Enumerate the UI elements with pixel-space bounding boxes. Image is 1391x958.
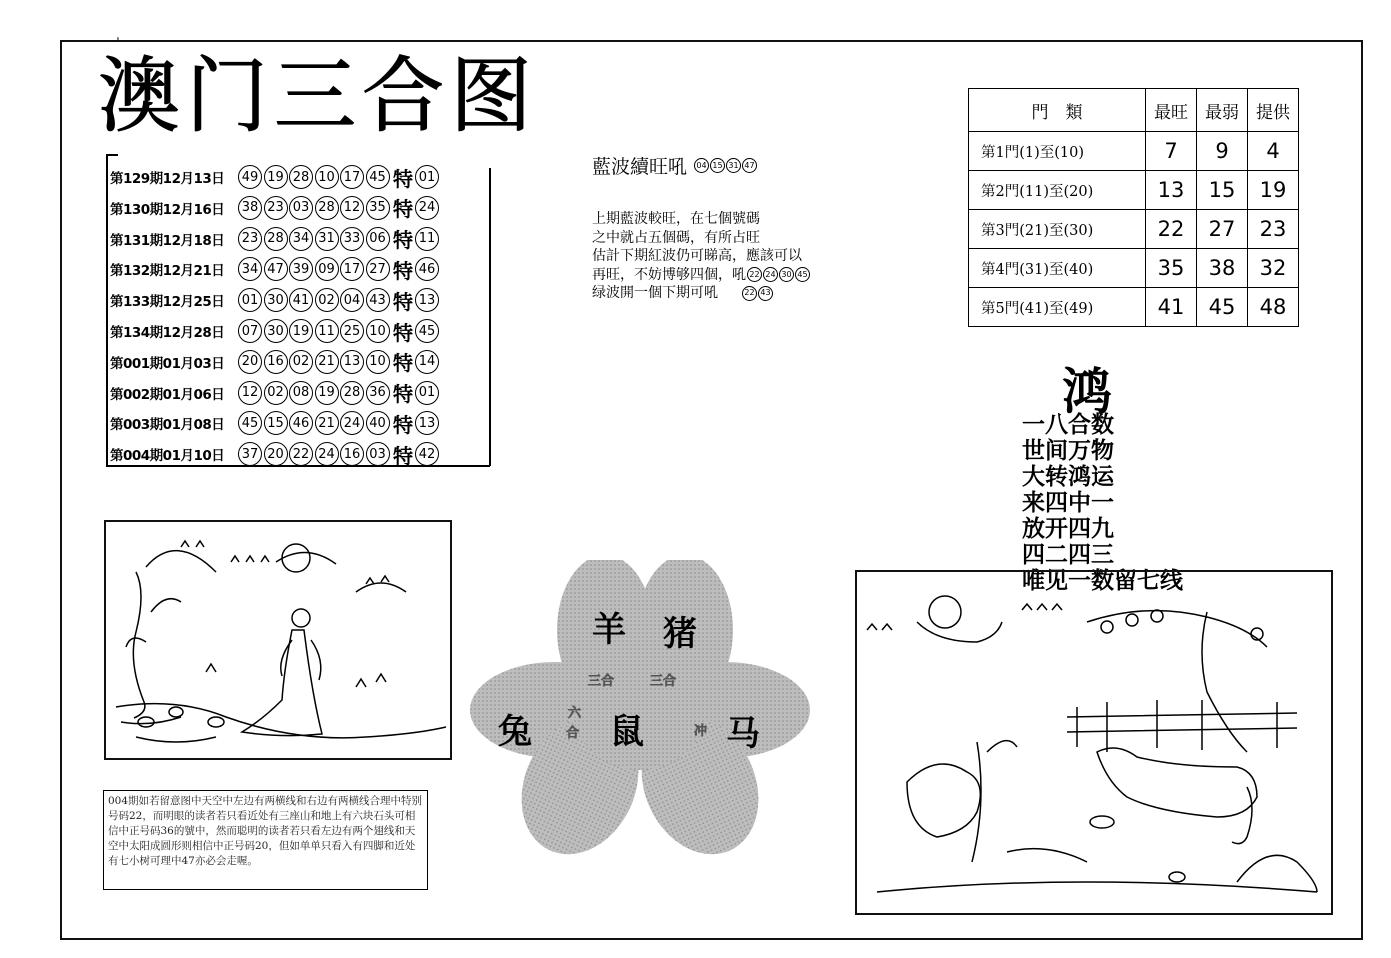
wave-line [592, 229, 892, 248]
number-ball: 36 [366, 381, 390, 405]
number-ball: 37 [238, 442, 262, 466]
number-ball: 24 [340, 411, 364, 435]
draw-label: 第003期01月08日 [110, 417, 225, 434]
draw-row [110, 347, 441, 377]
table-header-cell: 門 類 [969, 89, 1146, 132]
wave-ball: 30 [779, 267, 794, 282]
special-label: 特 [393, 412, 413, 437]
number-ball: 02 [315, 288, 339, 312]
verse-line: 一八合数 [1022, 412, 1114, 438]
special-ball: 01 [415, 381, 439, 405]
special-label: 特 [393, 197, 413, 222]
number-ball: 40 [366, 411, 390, 435]
number-ball: 45 [366, 165, 390, 189]
page-title: 澳门三合图 [98, 49, 539, 144]
number-ball: 09 [315, 257, 339, 281]
number-ball: 35 [366, 196, 390, 220]
special-ball: 13 [415, 411, 439, 435]
draw-label: 第129期12月13日 [110, 171, 225, 187]
door-max: 41 [1146, 288, 1197, 327]
table-row [969, 210, 1299, 249]
number-ball: 39 [289, 257, 313, 281]
number-ball: 07 [238, 319, 262, 343]
special-ball: 46 [415, 257, 439, 281]
special-ball: 45 [415, 319, 439, 343]
number-ball: 31 [315, 227, 339, 251]
draw-row [110, 285, 441, 315]
draw-label: 第132期12月21日 [110, 263, 225, 280]
table-row [969, 249, 1299, 288]
number-ball: 43 [366, 288, 390, 312]
number-ball: 11 [315, 319, 339, 343]
wave-line-text: 上期藍波較旺，在七個號碼 [592, 211, 760, 227]
number-ball: 04 [340, 288, 364, 312]
draw-row [110, 224, 441, 254]
verse-lines [1022, 412, 1183, 594]
number-ball: 16 [264, 350, 288, 374]
number-ball: 16 [340, 442, 364, 466]
door-category: 第4門(31)至(40) [969, 249, 1146, 288]
results-list [104, 154, 488, 467]
draw-row [110, 162, 441, 192]
table-header-cell: 提供 [1248, 89, 1299, 132]
special-label: 特 [393, 351, 413, 376]
number-ball: 20 [264, 442, 288, 466]
flower-tag-right-top: 三合 [650, 674, 677, 689]
draw-row [110, 316, 441, 346]
wave-ball: 04 [694, 158, 709, 173]
number-ball: 19 [315, 381, 339, 405]
flower-tag-left-a: 六 [568, 706, 582, 721]
draw-row [110, 408, 441, 438]
number-ball: 45 [238, 411, 262, 435]
number-ball: 10 [366, 319, 390, 343]
number-ball: 17 [340, 165, 364, 189]
draw-row [110, 378, 441, 408]
number-ball: 10 [366, 350, 390, 374]
wave-line [592, 247, 892, 266]
landscape-lady-picture [104, 520, 452, 760]
flower-tag-left-b: 合 [566, 726, 580, 741]
wave-line-text: 估計下期紅波仍可睇高，應該可以 [592, 248, 802, 264]
wave-heading-text: 藍波續旺吼 [592, 156, 688, 178]
wave-ball: 22 [742, 286, 757, 301]
special-label: 特 [393, 289, 413, 314]
verse-line: 来四中一 [1022, 490, 1114, 516]
wave-paragraph [592, 210, 892, 303]
number-ball: 12 [238, 381, 262, 405]
flower-tag-right: 冲 [694, 724, 708, 739]
special-ball: 13 [415, 288, 439, 312]
flower-center: 鼠 [610, 712, 644, 752]
draw-row [110, 193, 441, 223]
wave-line-text: 之中就占五個碼，有所占旺 [592, 229, 760, 246]
verse-line: 唯见一数留七线 [1022, 568, 1183, 594]
special-ball: 14 [415, 350, 439, 374]
door-provide: 23 [1248, 210, 1299, 249]
draw-row [110, 439, 441, 469]
draw-row [110, 254, 441, 284]
table-row [969, 288, 1299, 327]
wave-heading-balls [693, 158, 757, 173]
number-ball: 08 [289, 381, 313, 405]
number-ball: 10 [315, 165, 339, 189]
verse-line: 世间万物 [1022, 438, 1114, 464]
number-ball: 46 [289, 411, 313, 435]
wave-ball: 15 [710, 158, 725, 173]
verse-line: 大转鸿运 [1022, 464, 1114, 490]
number-ball: 28 [264, 227, 288, 251]
door-category: 第2門(11)至(20) [969, 171, 1146, 210]
wave-ball: 31 [726, 158, 741, 173]
number-ball: 24 [315, 442, 339, 466]
special-ball: 42 [415, 442, 439, 466]
door-max: 7 [1146, 132, 1197, 171]
door-provide: 48 [1248, 288, 1299, 327]
number-ball: 12 [340, 196, 364, 220]
draw-label: 第004期01月10日 [110, 448, 225, 465]
door-provide: 4 [1248, 132, 1299, 171]
wave-ball: 45 [795, 267, 810, 282]
zodiac-flower [470, 560, 810, 860]
number-ball: 23 [264, 196, 288, 220]
number-ball: 34 [238, 257, 262, 281]
number-ball: 49 [238, 165, 262, 189]
draw-label: 第134期12月28日 [110, 325, 225, 341]
draw-label: 第133期12月25日 [110, 294, 225, 311]
number-ball: 17 [340, 257, 364, 281]
flower-top-left: 羊 [592, 610, 626, 650]
wave-line-text: 再旺，不妨博够四個，吼 [592, 266, 746, 283]
special-label: 特 [393, 320, 413, 345]
number-ball: 34 [289, 227, 313, 251]
wave-line-text: 绿波開一個下期可吼 [592, 285, 718, 301]
flower-tag-left-top: 三合 [588, 674, 615, 689]
special-label: 特 [393, 258, 413, 283]
door-min: 9 [1197, 132, 1248, 171]
draw-label: 第130期12月16日 [110, 201, 225, 218]
number-ball: 47 [264, 257, 288, 281]
number-ball: 27 [366, 257, 390, 281]
wave-line [592, 210, 892, 229]
door-provide: 32 [1248, 249, 1299, 288]
verse-title: 鸿 [1062, 362, 1112, 421]
table-row [969, 132, 1299, 171]
door-min: 45 [1197, 288, 1248, 327]
draw-label: 第131期12月18日 [110, 232, 225, 249]
special-label: 特 [393, 228, 413, 253]
special-ball: 11 [415, 227, 439, 251]
special-ball: 24 [415, 196, 439, 220]
special-label: 特 [393, 166, 413, 191]
number-ball: 20 [238, 350, 262, 374]
wave-heading [592, 152, 757, 179]
wave-ball: 24 [763, 267, 778, 282]
special-label: 特 [393, 443, 413, 468]
door-max: 13 [1146, 171, 1197, 210]
door-category: 第1門(1)至(10) [969, 132, 1146, 171]
draw-label: 第002期01月06日 [110, 386, 225, 403]
number-ball: 28 [289, 165, 313, 189]
flower-left: 兔 [498, 712, 532, 752]
number-ball: 19 [264, 165, 288, 189]
door-min: 38 [1197, 249, 1248, 288]
number-ball: 21 [315, 411, 339, 435]
door-table [968, 88, 1299, 327]
door-category: 第5門(41)至(49) [969, 288, 1146, 327]
number-ball: 13 [340, 350, 364, 374]
number-ball: 01 [238, 288, 262, 312]
wave-ball: 47 [742, 158, 757, 173]
number-ball: 02 [264, 381, 288, 405]
wave-ball: 22 [747, 267, 762, 282]
number-ball: 25 [340, 319, 364, 343]
number-ball: 22 [289, 442, 313, 466]
corner-mark: ˈ [116, 36, 120, 52]
special-ball: 01 [415, 165, 439, 189]
door-max: 22 [1146, 210, 1197, 249]
wave-line [592, 266, 892, 285]
number-ball: 38 [238, 196, 262, 220]
number-ball: 23 [238, 227, 262, 251]
verse-line: 四二四三 [1022, 542, 1114, 568]
table-header-cell: 最旺 [1146, 89, 1197, 132]
number-ball: 21 [315, 350, 339, 374]
draw-label: 第001期01月03日 [110, 355, 225, 372]
door-min: 15 [1197, 171, 1248, 210]
number-ball: 28 [340, 381, 364, 405]
door-category: 第3門(21)至(30) [969, 210, 1146, 249]
table-row [969, 171, 1299, 210]
special-label: 特 [393, 382, 413, 407]
table-header-cell: 最弱 [1197, 89, 1248, 132]
number-ball: 06 [366, 227, 390, 251]
flower-top-right: 猪 [663, 614, 697, 654]
number-ball: 19 [289, 319, 313, 343]
number-ball: 03 [366, 442, 390, 466]
wave-ball: 43 [758, 286, 773, 301]
ox-tree-picture [855, 570, 1333, 915]
number-ball: 33 [340, 227, 364, 251]
number-ball: 15 [264, 411, 288, 435]
number-ball: 03 [289, 196, 313, 220]
number-ball: 30 [264, 319, 288, 343]
number-ball: 02 [289, 350, 313, 374]
door-min: 27 [1197, 210, 1248, 249]
door-provide: 19 [1248, 171, 1299, 210]
door-max: 35 [1146, 249, 1197, 288]
footnote: 004期如若留意图中天空中左边有两横线和右边有两横线合理中特别号码22，而明眼的读者若只看近处有三座山和地上有六块石头可相信中正号码36的號中，然而聪明的读者若只看左边有两个翅线和天空中太阳成圆形则相信中正号码20，但如单单只看入有四脚和近处有七小树可理中47亦必会走喔。 [103, 790, 428, 890]
number-ball: 41 [289, 288, 313, 312]
verse-line: 放开四九 [1022, 516, 1114, 542]
flower-right: 马 [726, 714, 760, 754]
number-ball: 28 [315, 196, 339, 220]
wave-line [592, 284, 892, 303]
number-ball: 30 [264, 288, 288, 312]
